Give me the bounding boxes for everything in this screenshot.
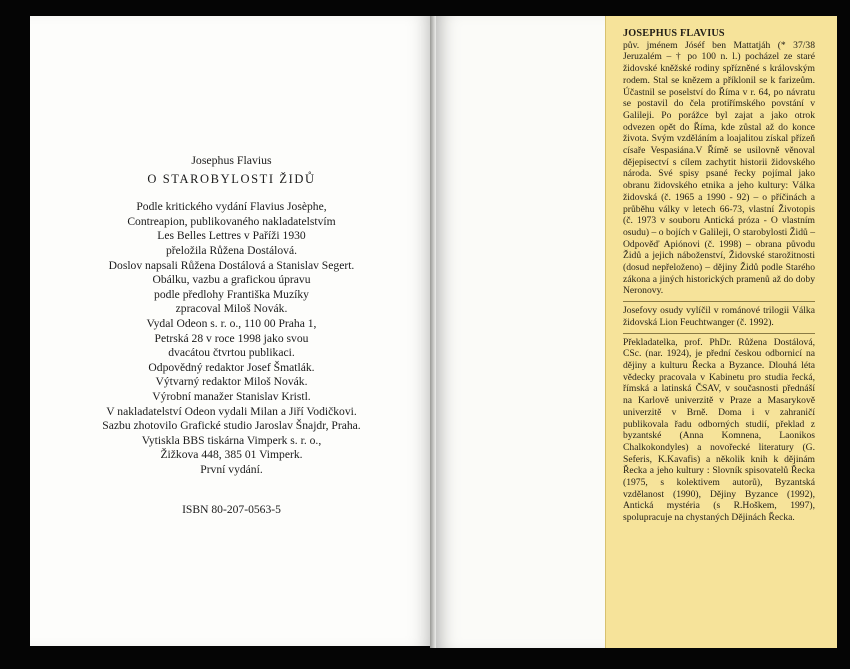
credit-line: Vytiskla BBS tiskárna Vimperk s. r. o., xyxy=(141,433,322,447)
credit-line: Vydal Odeon s. r. o., 110 00 Praha 1, xyxy=(146,316,317,330)
credit-line: Podle kritického vydání Flavius Josèphe, xyxy=(136,200,327,214)
credit-line: Contreapion, publikovaného nakladatelstvím xyxy=(127,214,336,228)
credit-line: Petrská 28 v roce 1998 jako svou xyxy=(154,331,309,345)
bio-paragraph: pův. jménem Jóséf ben Mattatjáh (* 37/38 Jeruzalém – † po 100 n. l.) pocházel ze staré židovské kněžské rodiny spřízněné s královským rodem. Stal se knězem a příklonil se k farizeům. Účastnil se poselství do Říma v r. 64, po návratu se postavil do čela protiřímského povstání v Galileji. Po porážce byl zajat a jako otrok odvezen opět do Říma, kde zůstal až do konce života. Svým vzděláním a loajalitou získal přízeň císaře Vespasiána.V Římě se usilovně věnoval dějepisectví s cílem zachytit historii židovského národa. Své spisy psané řecky pojímal jako obranu židovského etnika a jeho kultury: Válka židovská (č. 1965 a 1990 - 92) – o příčinách a průběhu války v letech 66-73, vlastní Životopis (č. 1973 v souboru Antická próza - O vlastním osudu) – o bojích v Galileji, O starobylosti Židů – Odpověď Apiónovi (č. 1998) – obrana původu Židů a jejich náboženství, Židovské starožitnosti (dosud nepřeloženo) – dějiny Židů podle Starého zákona a jiných historických pramenů až do doby Neronovy. xyxy=(623,39,815,297)
imprint-credits xyxy=(30,200,433,477)
credit-line: Obálku, vazbu a grafickou úpravu xyxy=(152,273,311,287)
bio-heading: JOSEPHUS FLAVIUS xyxy=(623,28,725,39)
credit-line: podle předlohy Františka Muzíky xyxy=(154,287,309,301)
credit-line: zpracoval Miloš Novák. xyxy=(175,302,288,316)
credit-line: Výrobní manažer Stanislav Kristl. xyxy=(152,389,311,403)
credit-line: dvacátou čtvrtou publikaci. xyxy=(168,346,295,360)
credit-line: Žižkova 448, 385 01 Vimperk. xyxy=(160,448,303,462)
credit-line: Doslov napsali Růžena Dostálová a Stanislav Segert. xyxy=(108,258,355,272)
imprint-block xyxy=(30,16,433,518)
credit-line: Sazbu zhotovilo Grafické studio Jaroslav Šnajdr, Praha. xyxy=(102,419,361,433)
book-title: O STAROBYLOSTI ŽIDŮ xyxy=(147,171,316,186)
credit-line: V nakladatelství Odeon vydali Milan a Jiří Vodičkovi. xyxy=(106,404,357,418)
credit-line: Les Belles Lettres v Paříži 1930 xyxy=(157,229,306,243)
divider xyxy=(623,333,815,334)
credit-line: Odpovědný redaktor Josef Šmatlák. xyxy=(148,360,315,374)
novel-note: Josefovy osudy vylíčil v románové trilogii Válka židovská Lion Feuchtwanger (č. 1992). xyxy=(623,305,815,328)
credit-line: První vydání. xyxy=(200,462,263,476)
book-author: Josephus Flavius xyxy=(191,153,272,167)
author-bio xyxy=(623,28,815,524)
translator-bio: Překladatelka, prof. PhDr. Růžena Dostálová, CSc. (nar. 1924), je přední českou odbornicí na dějiny a kulturu Řecka a Byzance. Dlouhá léta vědecky pracovala v Kabinetu pro studia řecká, římská a latinská ČSAV, v současnosti přednáší na Karlově univerzitě v Praze a Masarykově univerzitě v Brně. Doma i v zahraničí publikovala řadu odborných studií, překlad z byzantské (Anna Komnena, Laonikos Chalkokondyles) a novořecké literatury (G. Seferis, K.Kavafis) a několik knih k dějinám Řecka a jeho kultury : Slovník spisovatelů Řecka (1975, s kolektivem autorů), Byzantská vzdělanost (1990), Dějiny Byzance (1992), Antická mystéria (s R.Hoškem, 1997), spolupracuje na chystaných Dějinách Řecka. xyxy=(623,336,815,524)
isbn: ISBN 80-207-0563-5 xyxy=(182,503,281,517)
credit-line: Výtvarný redaktor Miloš Novák. xyxy=(155,375,308,389)
credit-line: přeložila Růžena Dostálová. xyxy=(165,243,298,257)
divider xyxy=(623,301,815,302)
